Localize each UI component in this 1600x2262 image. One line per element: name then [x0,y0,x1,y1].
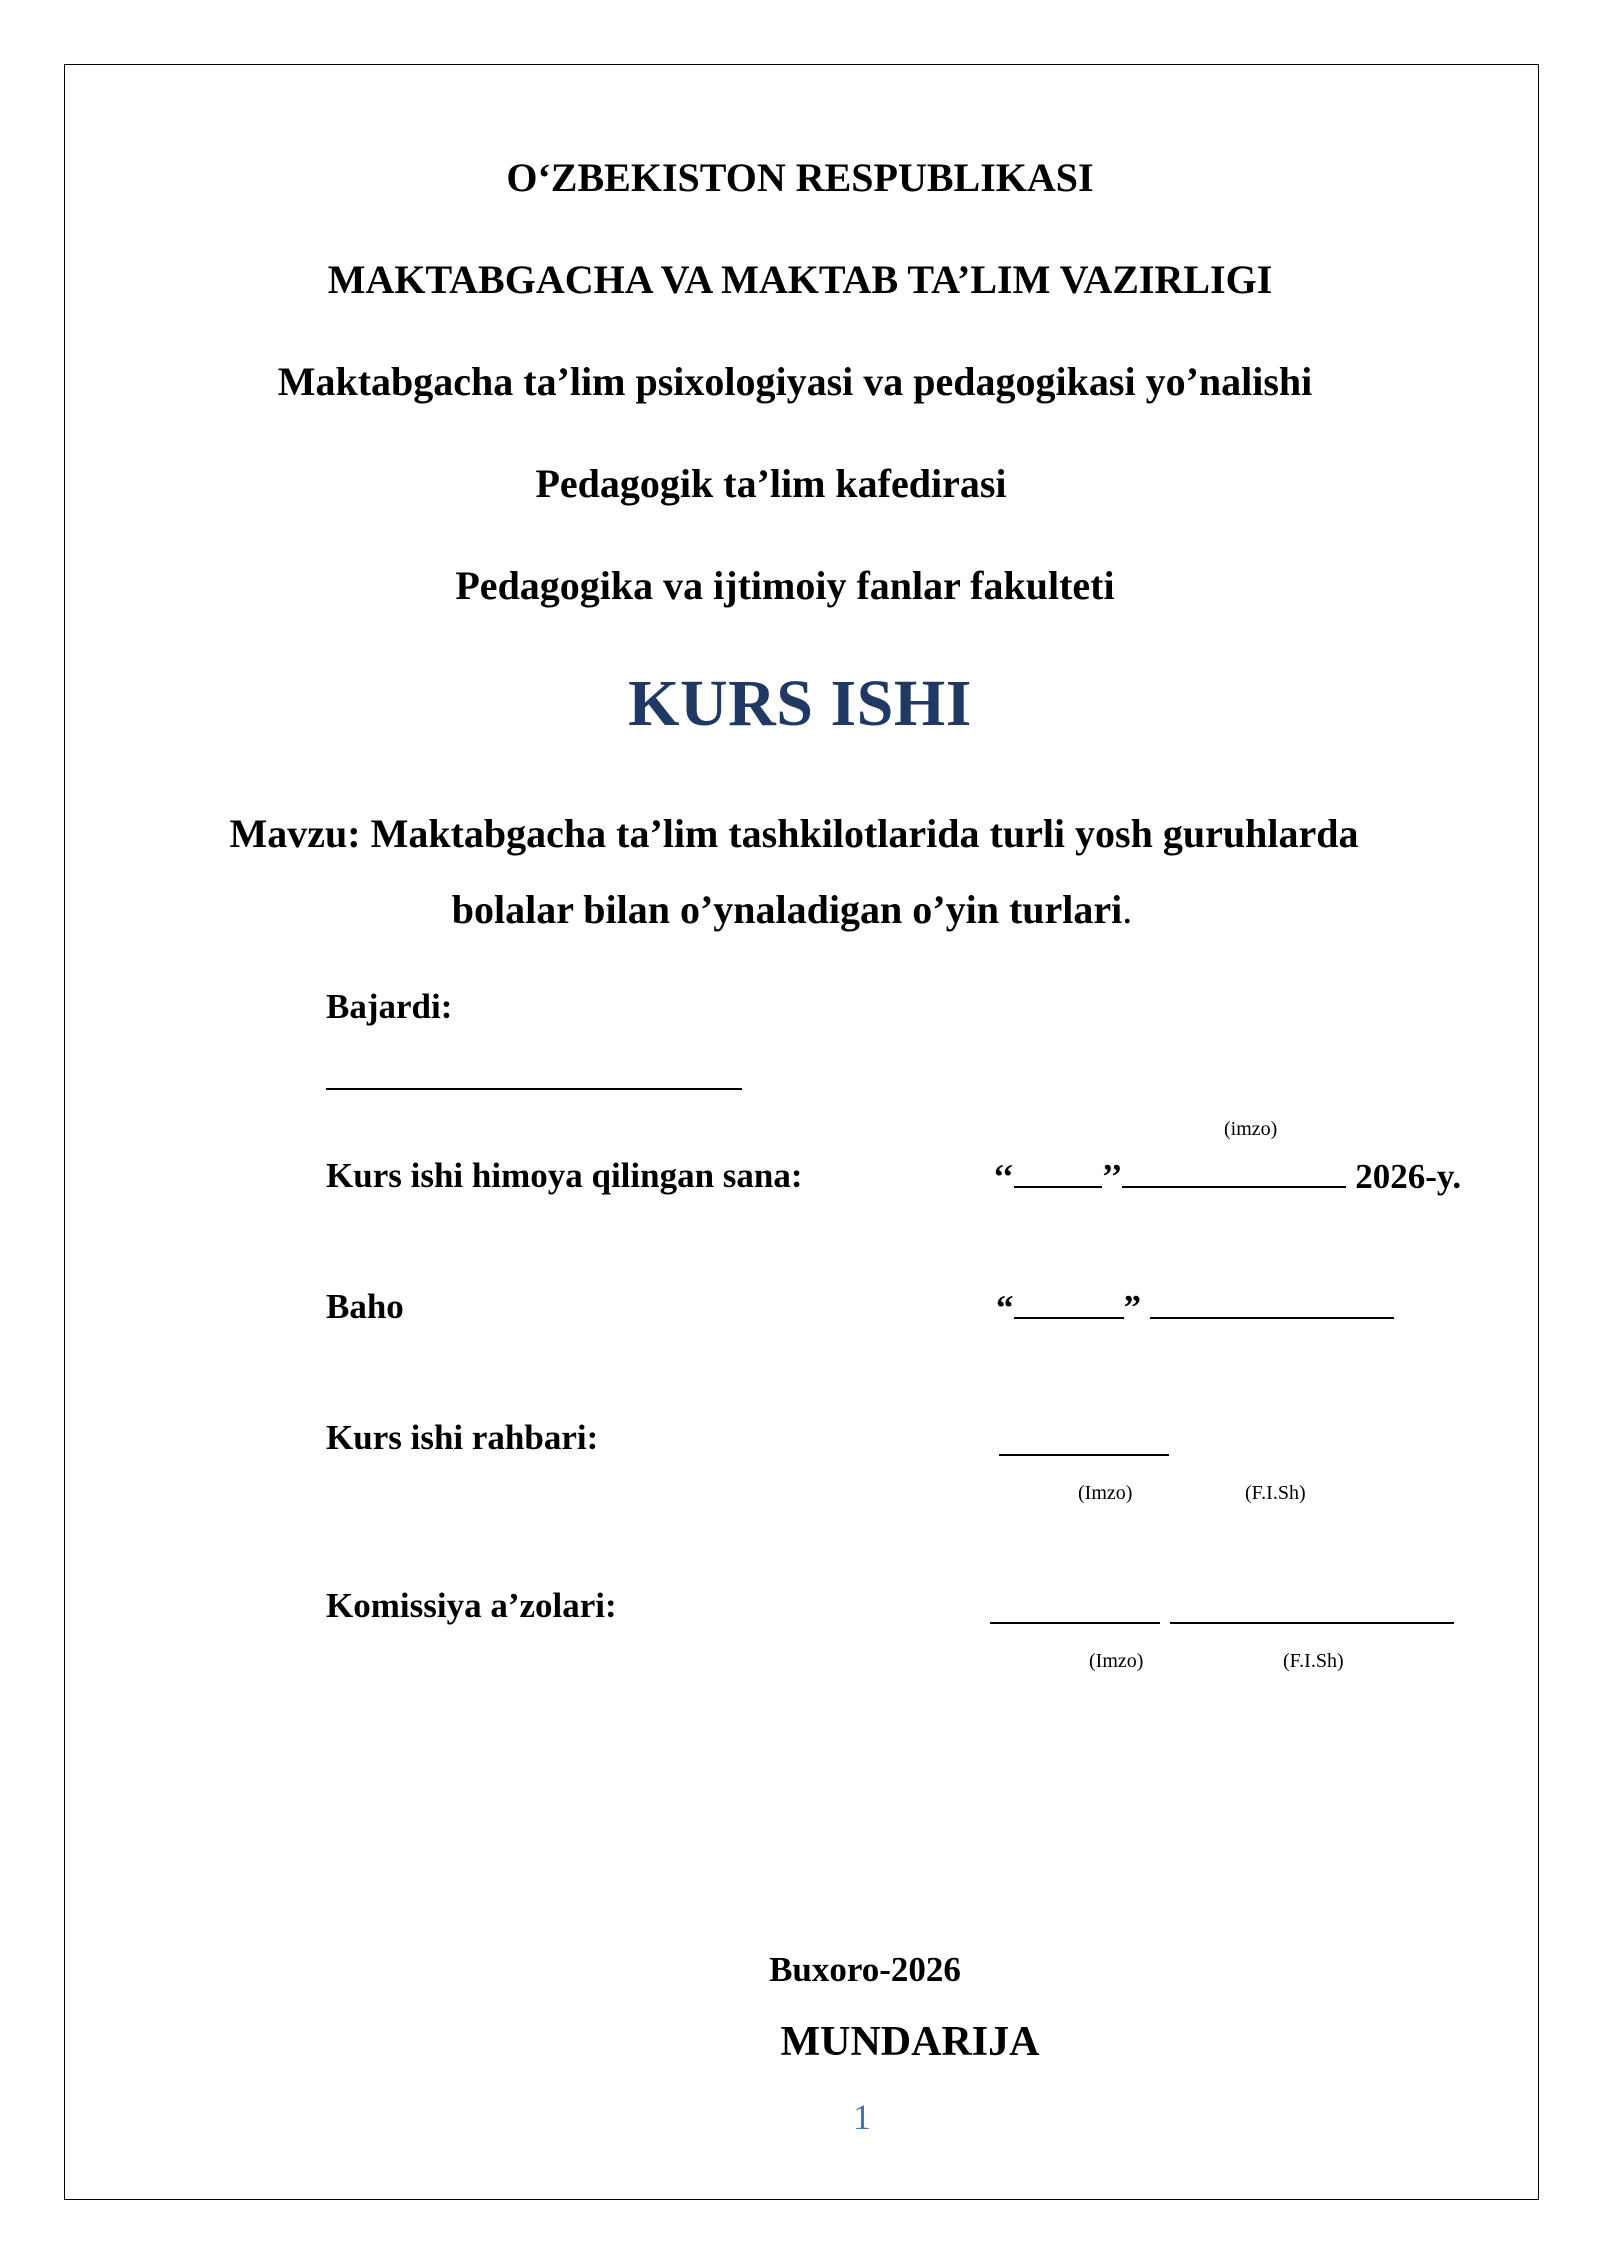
supervisor-label: Kurs ishi rahbari: [326,1418,599,1457]
performer-signature-hint: (imzo) [1224,1118,1278,1140]
supervisor-signature-line[interactable] [999,1454,1169,1456]
grade-value-blank[interactable] [1014,1287,1124,1319]
direction-title: Maktabgacha ta’lim psixologiyasi va pedagogikasi yo’nalishi [277,359,1313,404]
performer-label: Bajardi: [326,987,453,1026]
supervisor-name-hint: (F.I.Sh) [1245,1482,1306,1504]
defense-date-label: Kurs ishi himoya qilingan sana: [326,1156,803,1195]
topic-line-1: Mavzu: Maktabgacha ta’lim tashkilotlarida turli yosh guruhlarda [229,811,1359,856]
grade-close-quote: ” [1123,1288,1141,1327]
commission-name-hint: (F.I.Sh) [1283,1650,1344,1672]
grade-open-quote: “ [996,1288,1014,1327]
date-year: 2026-y. [1355,1157,1462,1196]
republic-title: O‘ZBEKISTON RESPUBLIKASI [506,155,1094,200]
date-month-blank[interactable] [1122,1156,1346,1188]
topic-line-2-text: bolalar bilan o’ynaladigan o’yin turlari [451,887,1123,932]
commission-name-line[interactable] [1170,1622,1454,1624]
commission-sign-hint: (Imzo) [1089,1650,1144,1672]
topic-period: . [1122,887,1133,932]
city-year: Buxoro-2026 [769,1950,961,1989]
grade-words-blank[interactable] [1150,1287,1394,1319]
document-type-title: KURS ISHI [628,667,972,740]
page-number: 1 [853,2097,871,2137]
date-open-quote: ‘‘ [993,1157,1014,1196]
department-title: Pedagogik ta’lim kafedirasi [535,461,1007,506]
commission-signature-line[interactable] [990,1622,1160,1624]
ministry-title: MAKTABGACHA VA MAKTAB TA’LIM VAZIRLIGI [327,257,1273,302]
performer-name-line[interactable] [326,1088,742,1090]
defense-date-field [993,1156,1461,1197]
contents-heading: MUNDARIJA [780,2019,1040,2065]
grade-label: Baho [326,1287,404,1326]
grade-field [996,1287,1394,1328]
date-day-blank[interactable] [1014,1156,1102,1188]
faculty-title: Pedagogika va ijtimoiy fanlar fakulteti [455,563,1115,608]
topic-line-2 [0,886,1592,933]
commission-label: Komissiya a’zolari: [326,1586,617,1625]
supervisor-sign-hint: (Imzo) [1078,1482,1133,1504]
date-close-quote: ’’ [1101,1157,1123,1196]
